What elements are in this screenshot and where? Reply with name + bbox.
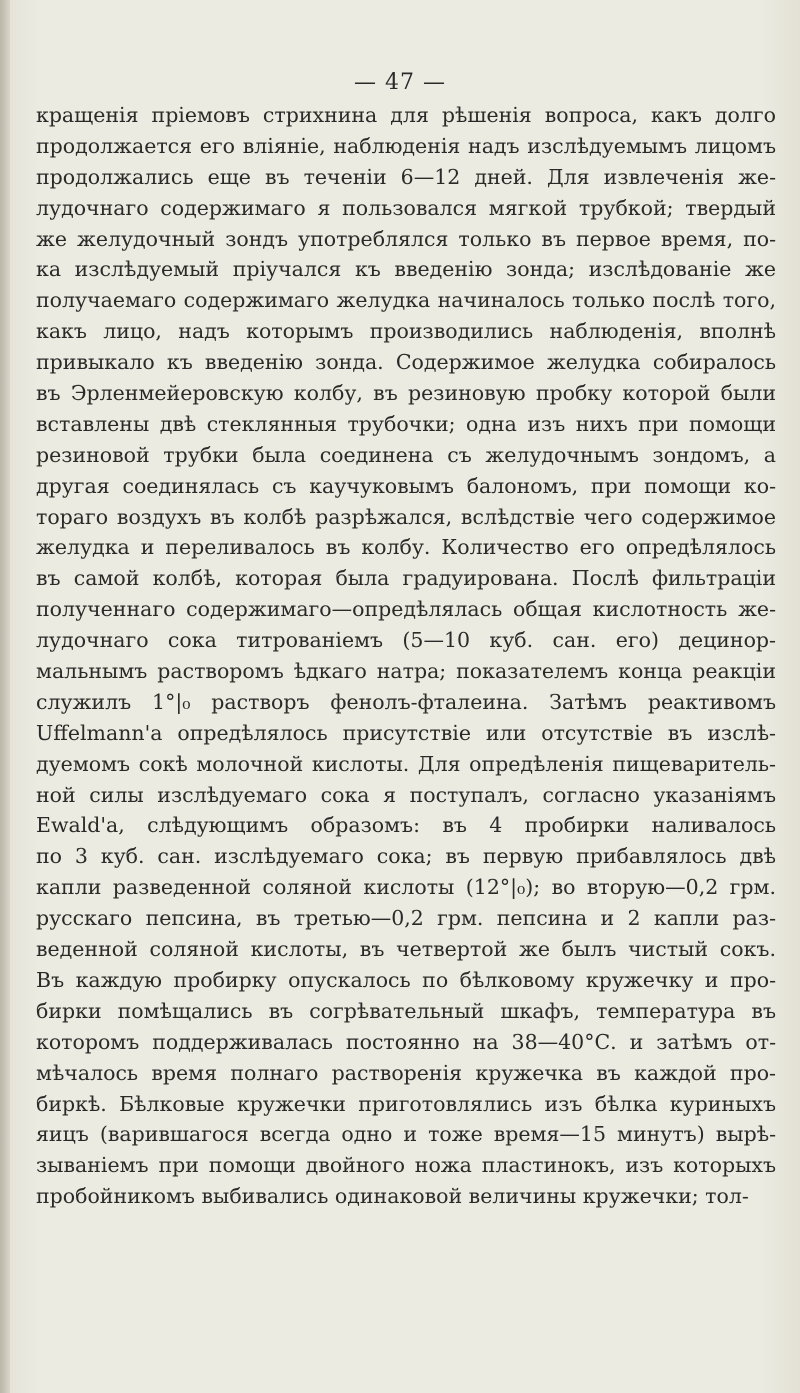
text-line: желудка и переливалось въ колбу. Количество его опредѣлялось (36, 535, 776, 560)
text-line: полученнаго содержимаго—опредѣлялась общая кислотность же- (36, 597, 776, 622)
text-line: служилъ 1°|₀ растворъ фенолъ-фталеина. Затѣмъ реактивомъ (36, 689, 776, 714)
text-line: русскаго пепсина, въ третью—0,2 грм. пепсина и 2 капли раз- (36, 906, 776, 931)
text-body (36, 100, 776, 1212)
text-line: Въ каждую пробирку опускалось по бѣлковому кружечку и про- (36, 967, 776, 992)
text-line: продолжается его вліяніе, наблюденія надъ изслѣдуемымъ лицомъ (36, 133, 776, 158)
text-line: Ewald'а, слѣдующимъ образомъ: въ 4 пробирки наливалось (36, 813, 776, 838)
text-line: кращенія пріемовъ стрихнина для рѣшенія вопроса, какъ долго (36, 103, 776, 127)
text-line: въ Эрленмейеровскую колбу, въ резиновую пробку которой были (36, 381, 776, 406)
book-spine-shadow (0, 0, 10, 1393)
page-number-header: — 47 — (354, 70, 446, 95)
text-line: получаемаго содержимаго желудка начиналось только послѣ того, (36, 288, 776, 313)
text-line: которомъ поддерживалась постоянно на 38—40°С. и затѣмъ от- (36, 1029, 776, 1054)
text-line: въ самой колбѣ, которая была градуирована. Послѣ фильтраціи (36, 566, 776, 591)
text-line: дуемомъ сокѣ молочной кислоты. Для опредѣленія пищеваритель- (36, 751, 776, 776)
text-line: лудочнаго содержимаго я пользовался мягкой трубкой; твердый (36, 195, 776, 220)
text-line: какъ лицо, надъ которымъ производились наблюденія, вполнѣ (36, 319, 776, 344)
text-line: Uffelmann'а опредѣлялось присутствіе или отсутствіе въ изслѣ- (36, 720, 776, 745)
text-line: бирки помѣщались въ согрѣвательный шкафъ, температура въ (36, 998, 776, 1023)
text-line: другая соединялась съ каучуковымъ балономъ, при помощи ко- (36, 473, 776, 498)
text-line: мѣчалось время полнаго растворенія кружечка въ каждой про- (36, 1060, 776, 1085)
text-line: мальнымъ растворомъ ѣдкаго натра; показателемъ конца реакціи (36, 659, 776, 684)
text-line: капли разведенной соляной кислоты (12°|₀); во вторую—0,2 грм. (36, 875, 776, 900)
text-line: биркѣ. Бѣлковые кружечки приготовлялись изъ бѣлка куриныхъ (36, 1091, 776, 1116)
text-line: вставлены двѣ стеклянныя трубочки; одна изъ нихъ при помощи (36, 411, 776, 436)
text-line: веденной соляной кислоты, въ четвертой же былъ чистый сокъ. (36, 937, 776, 962)
text-line: же желудочный зондъ употреблялся только въ первое время, по- (36, 226, 776, 251)
text-line: ной силы изслѣдуемаго сока я поступалъ, согласно указаніямъ (36, 782, 776, 807)
text-line: резиновой трубки была соединена съ желудочнымъ зондомъ, а (36, 442, 776, 467)
text-line: лудочнаго сока титрованіемъ (5—10 куб. сан. его) децинор- (36, 628, 776, 653)
text-line: привыкало къ введенію зонда. Содержимое желудка собиралось (36, 350, 776, 375)
text-line: зываніемъ при помощи двойного ножа пластинокъ, изъ которыхъ (36, 1153, 776, 1178)
text-line: по 3 куб. сан. изслѣдуемаго сока; въ первую прибавлялось двѣ (36, 844, 776, 869)
text-line: продолжались еще въ теченіи 6—12 дней. Для извлеченія же- (36, 164, 776, 189)
text-line: яицъ (варившагося всегда одно и тоже время—15 минутъ) вырѣ- (36, 1122, 776, 1147)
text-line: тораго воздухъ въ колбѣ разрѣжался, вслѣдствіе чего содержимое (36, 504, 776, 529)
text-line: ка изслѣдуемый пріучался къ введенію зонда; изслѣдованіе же (36, 257, 776, 282)
text-line: пробойникомъ выбивались одинаковой величины кружечки; тол- (36, 1184, 749, 1209)
